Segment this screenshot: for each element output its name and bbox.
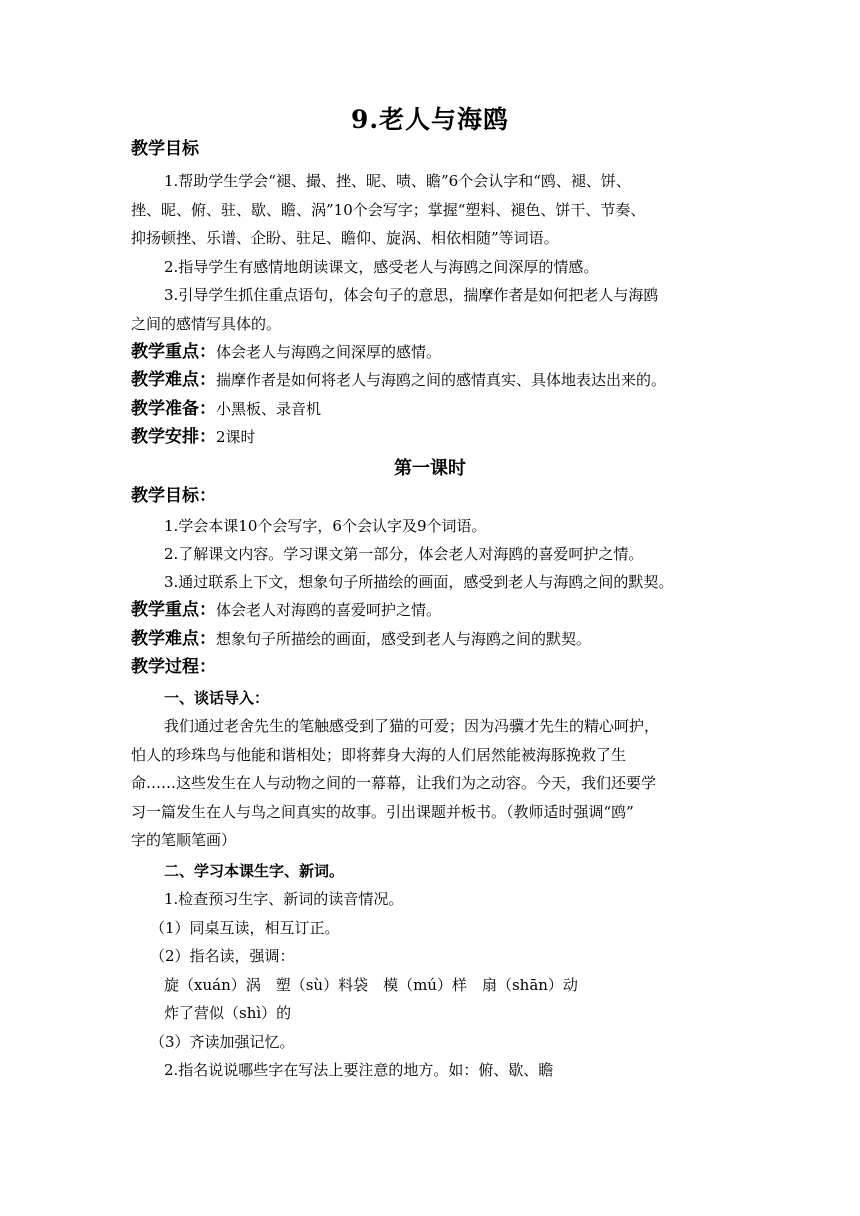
lesson1-objective-line: 2.了解课文内容。学习课文第一部分，体会老人对海鸥的喜爱呵护之情。 (164, 545, 644, 563)
step1-line: 习一篇发生在人与鸟之间真实的故事。引出课题并板书。（教师适时强调“鸥” (131, 803, 634, 821)
lesson1-key-points-text: 体会老人对海鸥的喜爱呵护之情。 (216, 601, 442, 619)
objective-line: 1.帮助学生学会“褪、撮、挫、昵、啧、瞻”6个会认字和“鸥、褪、饼、 (164, 172, 631, 190)
lesson1-objective-line: 1.学会本课10个会写字，6个会认字及9个词语。 (164, 517, 487, 535)
objectives-heading: 教学目标 (131, 139, 199, 159)
preparation-label: 教学准备： (131, 399, 216, 419)
step2-line: 2.指名说说哪些字在写法上要注意的地方。如：俯、歇、瞻 (164, 1061, 554, 1079)
objective-line: 抑扬顿挫、乐谱、企盼、驻足、瞻仰、旋涡、相依相随”等词语。 (131, 229, 559, 247)
step1-line: 字的笔顺笔画） (131, 831, 237, 849)
step1-heading: 一、谈话导入： (164, 689, 270, 707)
document-title: 9.老人与海鸥 (350, 105, 510, 134)
lesson1-objective-line: 3.通过联系上下文，想象句子所描绘的画面，感受到老人与海鸥之间的默契。 (164, 573, 674, 591)
objective-line: 3.引导学生抓住重点语句，体会句子的意思，揣摩作者是如何把老人与海鸥 (164, 286, 659, 304)
lesson1-objectives-heading: 教学目标： (131, 486, 216, 506)
step2-line: （3）齐读加强记忆。 (150, 1033, 295, 1051)
key-points-label: 教学重点： (131, 342, 216, 362)
step1-line: 命……这些发生在人与动物之间的一幕幕，让我们为之动容。今天，我们还要学 (131, 774, 657, 792)
step2-line: 1.检查预习生字、新词的读音情况。 (164, 890, 404, 908)
objective-line: 挫、昵、俯、驻、歇、瞻、涡”10个会写字；掌握“塑料、褪色、饼干、节奏、 (131, 201, 646, 219)
lesson1-difficulties-text: 想象句子所描绘的画面，感受到老人与海鸥之间的默契。 (216, 630, 592, 648)
step2-line: （1）同桌互读，相互订正。 (150, 919, 340, 937)
step1-line: 我们通过老舍先生的笔触感受到了猫的可爱；因为冯骥才先生的精心呵护， (164, 717, 660, 735)
preparation (131, 399, 731, 419)
key-points-text: 体会老人与海鸥之间深厚的感情。 (216, 343, 442, 361)
schedule-text: 2课时 (216, 428, 256, 446)
lesson1-difficulties-label: 教学难点： (131, 629, 216, 649)
step2-line: （2）指名读，强调： (150, 947, 295, 965)
difficulties-label: 教学难点： (131, 370, 216, 390)
pinyin-line: 炸了营似（shì）的 (164, 1004, 292, 1022)
step2-heading: 二、学习本课生字、新词。 (164, 862, 345, 880)
difficulties-text: 揣摩作者是如何将老人与海鸥之间的感情真实、具体地表达出来的。 (216, 371, 667, 389)
schedule-label: 教学安排： (131, 427, 216, 447)
lesson1-difficulties (131, 629, 731, 649)
key-points (131, 342, 731, 362)
lesson1-key-points-label: 教学重点： (131, 600, 216, 620)
objective-line: 之间的感情写具体的。 (131, 315, 282, 333)
lesson1-title: 第一课时 (394, 458, 466, 479)
schedule (131, 427, 731, 447)
step1-line: 怕人的珍珠鸟与他能和谐相处；即将葬身大海的人们居然能被海豚挽救了生 (131, 746, 627, 764)
objective-line: 2.指导学生有感情地朗读课文，感受老人与海鸥之间深厚的情感。 (164, 258, 599, 276)
difficulties (131, 370, 731, 390)
pinyin-line: 旋（xuán）涡 塑（sù）料袋 模（mú）样 扇（shān）动 (164, 976, 578, 994)
lesson1-key-points (131, 600, 731, 620)
preparation-text: 小黑板、录音机 (216, 400, 322, 418)
process-heading: 教学过程： (131, 657, 216, 677)
